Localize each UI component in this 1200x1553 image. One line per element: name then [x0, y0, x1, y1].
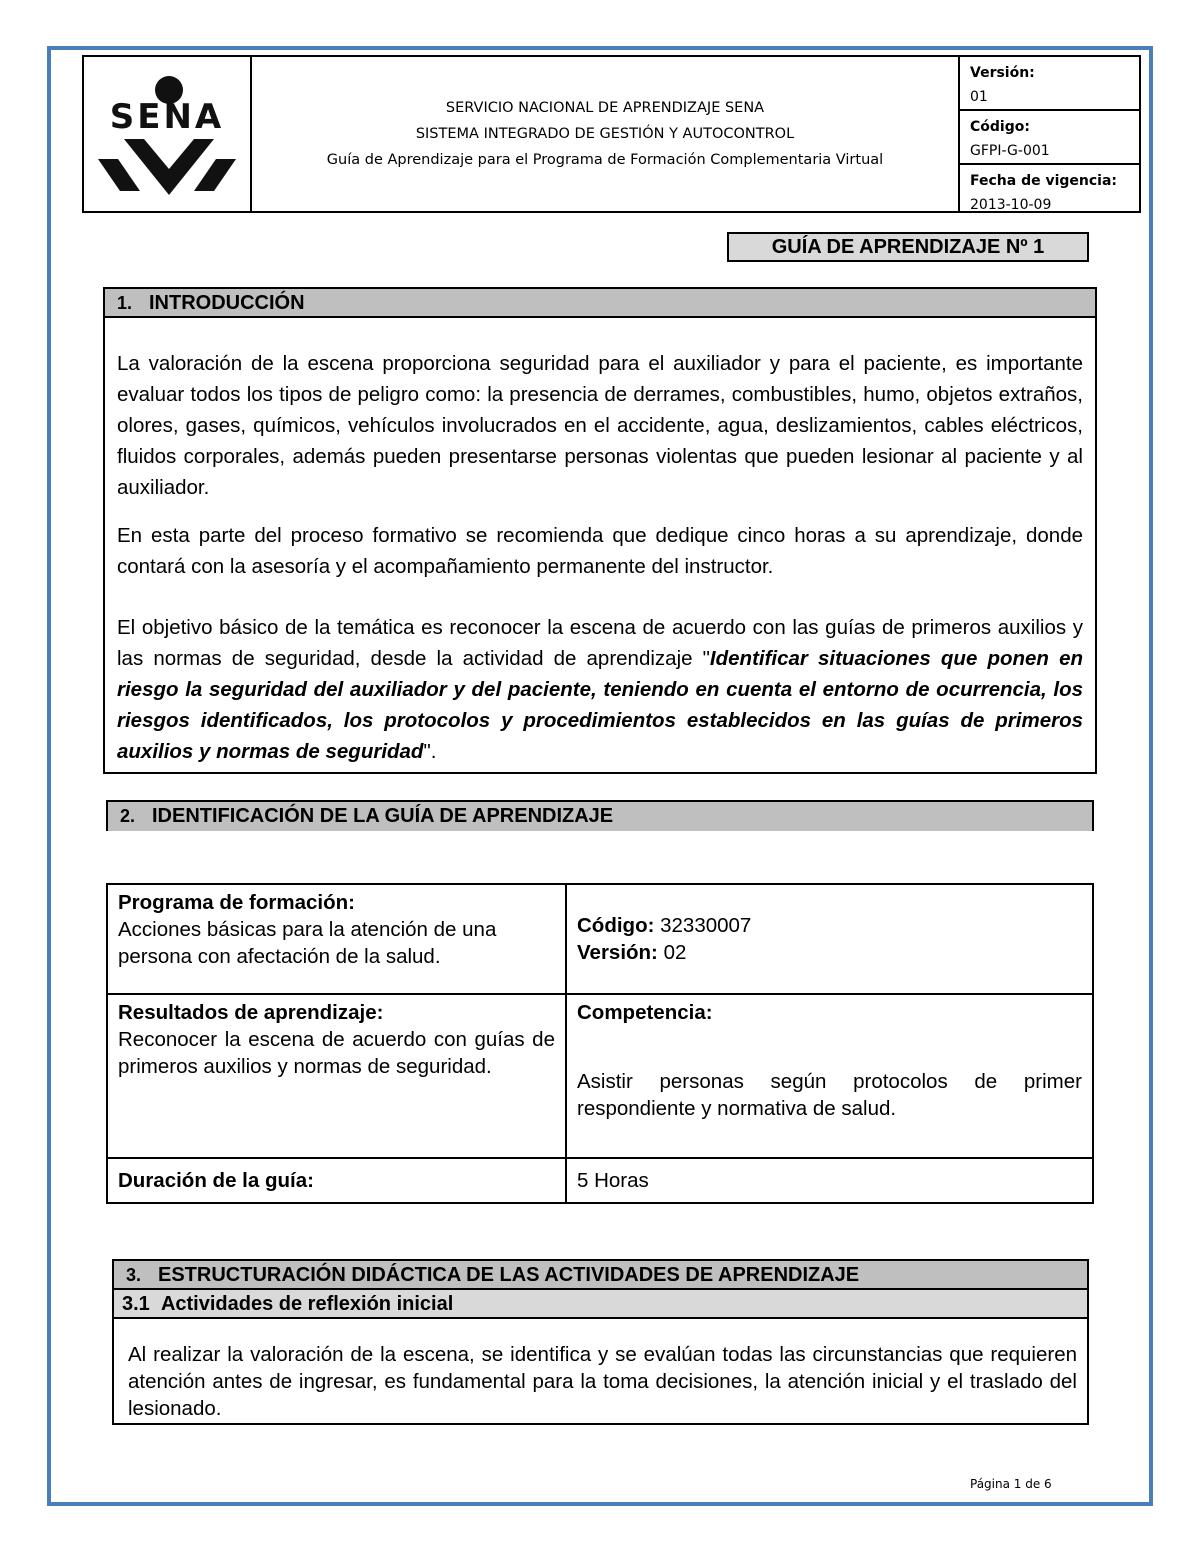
section-number: 3. — [126, 1265, 142, 1285]
header-title-cell — [252, 57, 960, 211]
code-version-cell — [566, 884, 1093, 994]
identification-table — [106, 883, 1094, 1204]
results-cell — [107, 994, 566, 1158]
section-title: IDENTIFICACIÓN DE LA GUÍA DE APRENDIZAJE — [152, 805, 614, 827]
date-row — [960, 165, 1139, 217]
intro-paragraph-2: En esta parte del proceso formativo se recomienda que dedique cinco horas a su aprendizaje, donde contará con la asesoría y el acompañamiento permanente del instructor. — [117, 524, 1083, 578]
intro-p3-emphasis: Identificar situaciones que ponen en riesgo la seguridad del auxiliador y del paciente, teniendo en cuenta el entorno de ocurrencia, los riesgos identificados, los protocolos y procedimientos establecidos en las guías de primeros auxilios y normas de seguridad — [117, 647, 1083, 763]
header-line-2: SISTEMA INTEGRADO DE GESTIÓN Y AUTOCONTROL — [415, 126, 795, 142]
program-label: Programa de formación: — [118, 891, 355, 914]
section-number: 2. — [120, 806, 136, 826]
document-header — [82, 55, 1141, 213]
results-value: Reconocer la escena de acuerdo con guías de primeros auxilios y normas de seguridad. — [118, 1028, 555, 1078]
introduction-heading — [105, 289, 1095, 318]
subsection-number: 3.1 — [122, 1293, 150, 1315]
header-line-1: SERVICIO NACIONAL DE APRENDIZAJE SENA — [445, 100, 765, 116]
results-label: Resultados de aprendizaje: — [118, 1001, 384, 1024]
program-version — [577, 939, 1082, 966]
table-row — [107, 1158, 1093, 1203]
program-value: Acciones básicas para la atención de una persona con afectación de la salud. — [118, 918, 497, 968]
competence-cell — [566, 994, 1093, 1158]
introduction-body — [105, 318, 1095, 767]
logo-cell — [84, 57, 252, 211]
program-version-label: Versión: — [577, 941, 658, 964]
duration-label: Duración de la guía: — [107, 1158, 566, 1203]
version-value: 01 — [970, 89, 988, 105]
logo-text: SENA — [109, 97, 225, 137]
identification-section — [106, 800, 1094, 831]
intro-paragraph-1: La valoración de la escena proporciona seguridad para el auxiliador y para el paciente, es importante evaluar todos los tipos de peligro como: la presencia de derrames, combustibles, humo, objetos extraños, olores, gases, químicos, vehículos involucrados en el accidente, agua, deslizamientos, cables eléctricos, fluidos corporales, además pueden presentarse personas violentas que pueden lesionar al paciente y al auxiliador. — [117, 352, 1083, 499]
section-title: INTRODUCCIÓN — [149, 292, 305, 314]
guide-title: GUÍA DE APRENDIZAJE Nº 1 — [727, 232, 1089, 262]
header-meta-cell — [960, 57, 1139, 211]
version-label: Versión: — [970, 65, 1035, 81]
version-row — [960, 57, 1139, 111]
intro-p3-end: ". — [423, 740, 437, 763]
header-line-3: Guía de Aprendizaje para el Programa de Formación Complementaria Virtual — [326, 152, 884, 168]
table-row — [107, 884, 1093, 994]
duration-value: 5 Horas — [566, 1158, 1093, 1203]
section-number: 1. — [117, 293, 133, 313]
subsection-body: Al realizar la valoración de la escena, se identifica y se evalúan todas las circunstancias que requieren atención antes de ingresar, es fundamental para la toma decisiones, la atención inicial y el traslado del lesionado. — [128, 1343, 1077, 1420]
structure-section — [112, 1259, 1089, 1425]
date-value: 2013-10-09 — [970, 197, 1052, 213]
program-cell — [107, 884, 566, 994]
code-row — [960, 111, 1139, 165]
program-code-value: 32330007 — [654, 914, 752, 937]
date-label: Fecha de vigencia: — [970, 173, 1118, 189]
competence-value: Asistir personas según protocolos de primer respondiente y normativa de salud. — [577, 1070, 1082, 1120]
intro-paragraph-3 — [117, 612, 1083, 767]
program-code-label: Código: — [577, 914, 655, 937]
competence-label: Competencia: — [577, 1001, 713, 1024]
structure-heading — [114, 1261, 1087, 1290]
section-title: ESTRUCTURACIÓN DIDÁCTICA DE LAS ACTIVIDADES DE APRENDIZAJE — [158, 1264, 860, 1286]
program-version-value: 02 — [657, 941, 687, 964]
intro-p3-start: El objetivo básico de la temática es reconocer la escena de acuerdo con las guías de primeros auxilios y las normas de seguridad, desde la actividad de aprendizaje " — [117, 616, 1083, 670]
introduction-section — [103, 287, 1097, 774]
table-row — [107, 994, 1093, 1158]
code-label: Código: — [970, 119, 1030, 135]
program-code — [577, 912, 1082, 939]
subsection-title: Actividades de reflexión inicial — [160, 1293, 454, 1315]
identification-heading — [108, 802, 1092, 831]
page-number: Página 1 de 6 — [970, 1477, 1052, 1491]
subsection-heading — [114, 1290, 1087, 1319]
code-value: GFPI-G-001 — [970, 143, 1050, 159]
